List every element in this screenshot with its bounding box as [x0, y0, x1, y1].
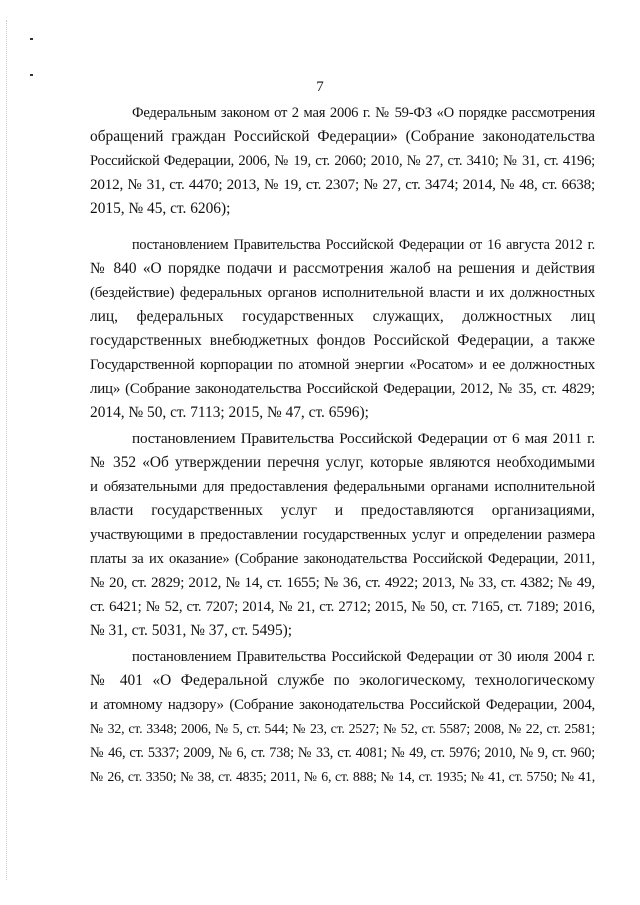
- page-number: 7: [316, 79, 324, 95]
- text-line: участвующими в предоставлении государственных услуг и определении размера: [90, 527, 595, 543]
- text-line: 2012, № 31, ст. 4470; 2013, № 19, ст. 2307; № 27, ст. 3474; 2014, № 48, ст. 6638;: [90, 177, 595, 193]
- text-line: 2015, № 45, ст. 6206);: [90, 200, 231, 217]
- text-line: № 32, ст. 3348; 2006, № 5, ст. 544; № 23, ст. 2527; № 52, ст. 5587; 2008, № 22, ст. 2581;: [90, 721, 595, 736]
- paragraph-resolution-401: [90, 645, 595, 789]
- paragraph-resolution-840: [90, 233, 595, 425]
- text-line: Федеральным законом от 2 мая 2006 г. № 59-ФЗ «О порядке рассмотрения: [132, 105, 595, 121]
- text-line: постановлением Правительства Российской Федерации от 6 мая 2011 г.: [132, 430, 595, 447]
- text-line: платы за их оказание» (Собрание законодательства Российской Федерации, 2011,: [90, 551, 595, 567]
- scan-speck: [30, 38, 33, 40]
- text-line: государственных внебюджетных фондов Российской Федерации, а также: [90, 332, 595, 349]
- text-line: № 31, ст. 5031, № 37, ст. 5495);: [90, 622, 293, 639]
- text-line: 2014, № 50, ст. 7113; 2015, № 47, ст. 6596);: [90, 404, 369, 421]
- text-line: лиц, федеральных государственных служащих, должностных лиц: [90, 308, 595, 325]
- text-line: и обязательными для предоставления федеральными органами исполнительной: [90, 479, 595, 495]
- text-line: постановлением Правительства Российской Федерации от 16 августа 2012 г.: [132, 237, 595, 253]
- text-line: № 401 «О Федеральной службе по экологическому, технологическому: [90, 672, 595, 689]
- scan-edge-mark: [6, 20, 8, 880]
- text-line: обращений граждан Российской Федерации» (Собрание законодательства: [90, 128, 595, 145]
- text-line: № 26, ст. 3350; № 38, ст. 4835; 2011, № 6, ст. 888; № 14, ст. 1935; № 41, ст. 5750; № 41,: [90, 769, 595, 784]
- text-line: власти государственных услуг и предоставляются организациями,: [90, 502, 595, 519]
- text-line: № 20, ст. 2829; 2012, № 14, ст. 1655; № 36, ст. 4922; 2013, № 33, ст. 4382; № 49,: [90, 575, 595, 591]
- paragraph-federal-law-59: [90, 101, 595, 221]
- text-line: ст. 6421; № 52, ст. 7207; 2014, № 21, ст. 2712; 2015, № 50, ст. 7165, ст. 7189; 2016,: [90, 599, 595, 615]
- text-line: (бездействие) федеральных органов исполнительной власти и их должностных: [90, 285, 595, 301]
- text-line: Российской Федерации, 2006, № 19, ст. 2060; 2010, № 27, ст. 3410; № 31, ст. 4196;: [90, 153, 595, 169]
- text-line: № 840 «О порядке подачи и рассмотрения жалоб на решения и действия: [90, 260, 595, 277]
- scan-speck: [30, 74, 33, 76]
- text-line: № 352 «Об утверждении перечня услуг, которые являются необходимыми: [90, 454, 595, 471]
- paragraph-resolution-352: [90, 427, 595, 643]
- text-line: лиц» (Собрание законодательства Российской Федерации, 2012, № 35, ст. 4829;: [90, 381, 595, 397]
- text-line: № 46, ст. 5337; 2009, № 6, ст. 738; № 33, ст. 4081; № 49, ст. 5976; 2010, № 9, ст. 960;: [90, 745, 595, 761]
- text-line: постановлением Правительства Российской Федерации от 30 июля 2004 г.: [132, 649, 595, 665]
- text-line: Государственной корпорации по атомной энергии «Росатом» и ее должностных: [90, 357, 595, 373]
- text-line: и атомному надзору» (Собрание законодательства Российской Федерации, 2004,: [90, 697, 595, 713]
